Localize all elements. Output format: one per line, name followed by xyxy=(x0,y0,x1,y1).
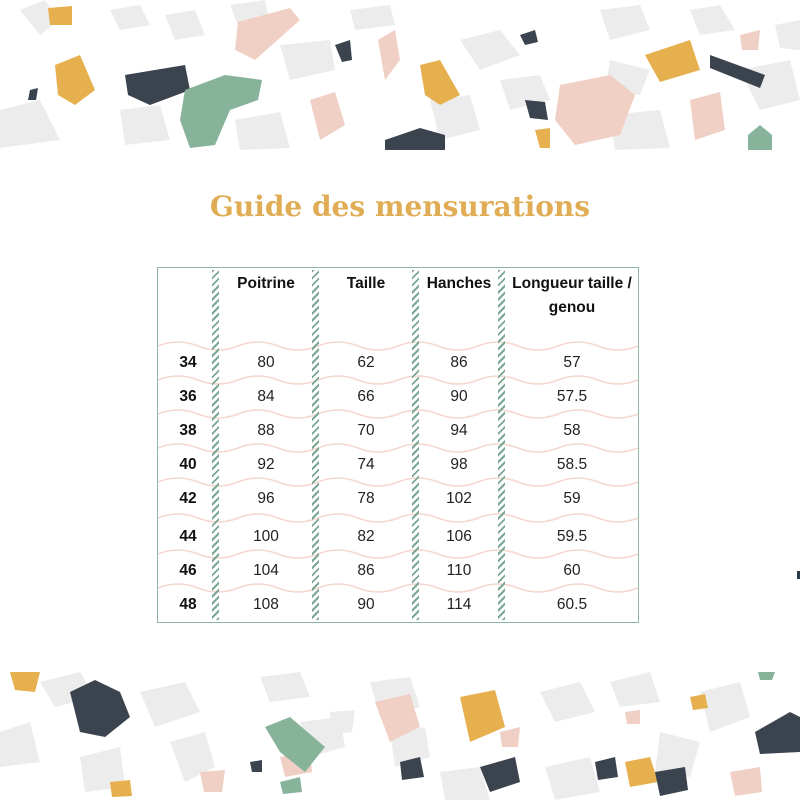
size-cell: 34 xyxy=(179,354,197,371)
size-cell: 36 xyxy=(179,388,197,405)
size-cell: 38 xyxy=(179,422,197,439)
longueur-cell: 57.5 xyxy=(556,388,588,405)
header-hanches: Hanches xyxy=(426,275,492,292)
table-row xyxy=(158,482,638,516)
taille-cell: 90 xyxy=(357,596,375,613)
taille-cell: 82 xyxy=(357,528,375,545)
size-cell: 40 xyxy=(179,456,197,473)
table-row xyxy=(158,520,638,554)
terrazzo-band-bottom xyxy=(0,672,800,800)
longueur-cell: 58.5 xyxy=(556,456,588,473)
poitrine-cell: 108 xyxy=(253,596,279,613)
hanches-cell: 86 xyxy=(450,354,468,371)
size-cell: 44 xyxy=(179,528,197,545)
poitrine-cell: 96 xyxy=(257,490,275,507)
table-row xyxy=(158,554,638,588)
size-cell: 48 xyxy=(179,596,197,613)
longueur-cell: 59.5 xyxy=(556,528,588,545)
poitrine-cell: 92 xyxy=(257,456,275,473)
size-cell: 42 xyxy=(179,490,197,507)
poitrine-cell: 100 xyxy=(253,528,279,545)
hanches-cell: 102 xyxy=(446,490,472,507)
hanches-cell: 110 xyxy=(446,562,472,579)
longueur-cell: 60.5 xyxy=(556,596,588,613)
terrazzo-band-top xyxy=(0,0,800,150)
taille-cell: 66 xyxy=(357,388,375,405)
size-chart-table xyxy=(157,267,639,623)
poitrine-cell: 104 xyxy=(253,562,279,579)
poitrine-cell: 80 xyxy=(257,354,275,371)
table-row xyxy=(158,346,638,380)
poitrine-cell: 84 xyxy=(257,388,275,405)
taille-cell: 62 xyxy=(357,354,375,371)
header-poitrine: Poitrine xyxy=(237,275,295,292)
taille-cell: 74 xyxy=(357,456,375,473)
table-row xyxy=(158,380,638,414)
page-title: Guide des mensurations xyxy=(209,190,591,223)
header-taille: Taille xyxy=(346,275,386,292)
table-row xyxy=(158,448,638,482)
longueur-cell: 60 xyxy=(563,562,581,579)
taille-cell: 86 xyxy=(357,562,375,579)
poitrine-cell: 88 xyxy=(257,422,275,439)
hanches-cell: 106 xyxy=(446,528,472,545)
size-cell: 46 xyxy=(179,562,197,579)
hanches-cell: 94 xyxy=(450,422,468,439)
hanches-cell: 98 xyxy=(450,456,468,473)
table-row xyxy=(158,414,638,448)
longueur-cell: 59 xyxy=(563,490,581,507)
hanches-cell: 114 xyxy=(446,596,472,613)
hanches-cell: 90 xyxy=(450,388,468,405)
longueur-cell: 57 xyxy=(563,354,581,371)
header-longueur: Longueur taille / genou xyxy=(512,275,632,316)
taille-cell: 70 xyxy=(357,422,375,439)
taille-cell: 78 xyxy=(357,490,375,507)
table-row xyxy=(158,588,638,622)
longueur-cell: 58 xyxy=(563,422,581,439)
